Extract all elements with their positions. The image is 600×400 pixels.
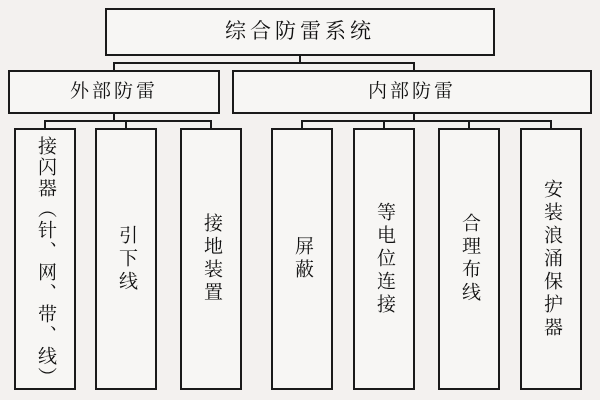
- connector-leaf-1-stem: [125, 120, 127, 128]
- leaf-node-label: 合理布线: [458, 213, 480, 305]
- leaf-node-air-termination: [14, 128, 76, 390]
- leaf-node-equipotential-bonding: [353, 128, 415, 390]
- connector-leaf-4-stem: [383, 120, 385, 128]
- leaf-node-spd-installation: [520, 128, 582, 390]
- internal-protection-node: [232, 70, 592, 114]
- leaf-node-label: 引下线: [115, 224, 137, 294]
- connector-level2-bus: [113, 62, 415, 64]
- connector-leaf-6-stem: [550, 120, 552, 128]
- leaf-node-label: 屏蔽: [291, 236, 313, 282]
- root-node-label: 综合防雷系统: [225, 19, 375, 44]
- connector-leaf-0-stem: [44, 120, 46, 128]
- connector-leaf-2-stem: [210, 120, 212, 128]
- leaf-node-label: 接闪器（针、网、带、线）: [34, 136, 56, 388]
- internal-protection-label: 内部防雷: [367, 81, 456, 103]
- connector-external-stem: [113, 62, 115, 70]
- connector-internal-stem: [413, 62, 415, 70]
- connector-external-bus: [44, 120, 211, 122]
- external-protection-node: [8, 70, 220, 114]
- leaf-node-label: 安装浪涌保护器: [540, 178, 562, 340]
- connector-leaf-3-stem: [301, 120, 303, 128]
- connector-internal-bus: [301, 120, 551, 122]
- connector-leaf-5-stem: [468, 120, 470, 128]
- root-node: [105, 8, 495, 56]
- leaf-node-down-conductor: [95, 128, 157, 390]
- leaf-node-label: 等电位连接: [373, 201, 395, 317]
- leaf-node-shielding: [271, 128, 333, 390]
- leaf-node-earthing-device: [180, 128, 242, 390]
- leaf-node-label: 接地装置: [200, 213, 222, 305]
- external-protection-label: 外部防雷: [69, 81, 158, 103]
- leaf-node-reasonable-wiring: [438, 128, 500, 390]
